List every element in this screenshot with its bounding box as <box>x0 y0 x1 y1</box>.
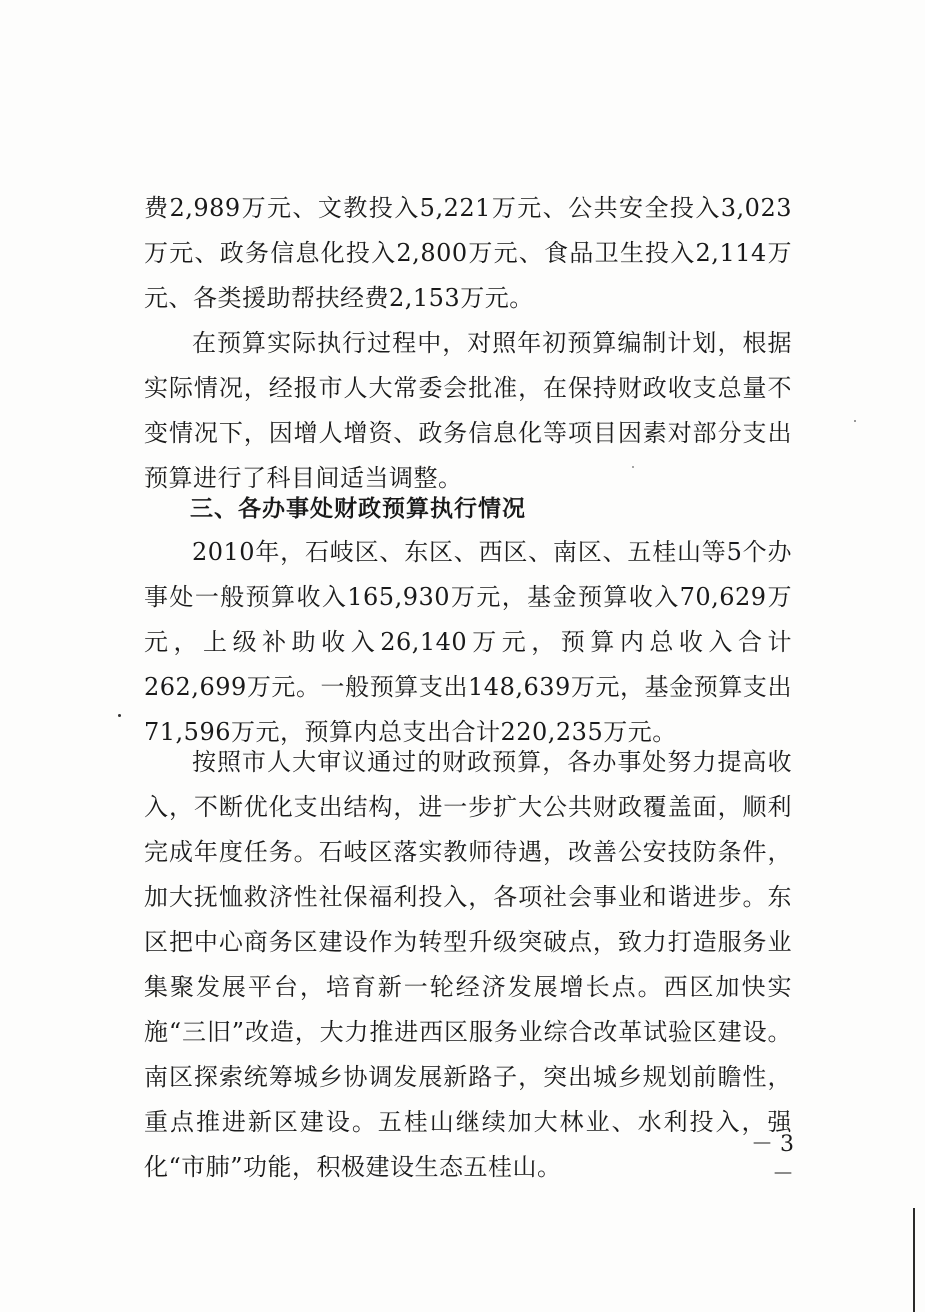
section-heading: 三、各办事处财政预算执行情况 <box>190 496 526 522</box>
scan-speck <box>854 420 856 422</box>
scan-edge-line <box>913 1208 915 1312</box>
scan-speck <box>118 714 121 717</box>
paragraph-office-revenue: 2010年，石岐区、东区、西区、南区、五桂山等5个办事处一般预算收入165,930万元，基金预算收入70,629万元，上级补助收入26,140万元，预算内总收入合计262,699万元。一般预算支出148,639万元，基金预算支出71,596万元，预算内总支出合计220,235万元。 <box>144 538 792 746</box>
paragraph-office-achievements: 按照市人大审议通过的财政预算，各办事处努力提高收入，不断优化支出结构，进一步扩大公共财政覆盖面，顺利完成年度任务。石岐区落实教师待遇，改善公安技防条件，加大抚恤救济性社保福利投入，各项社会事业和谐进步。东区把中心商务区建设作为转型升级突破点，致力打造服务业集聚发展平台，培育新一轮经济发展增长点。西区加快实施“三旧”改造，大力推进西区服务业综合改革试验区建设。南区探索统筹城乡协调发展新路子，突出城乡规划前瞻性，重点推进新区建设。五桂山继续加大林业、水利投入，强化“市肺”功能，积极建设生态五桂山。 <box>144 748 792 1181</box>
page-number: － 3 － <box>751 1132 794 1187</box>
paragraph-expenditure-items: 费2,989万元、文教投入5,221万元、公共安全投入3,023万元、政务信息化投入2,800万元、食品卫生投入2,114万元、各类援助帮扶经费2,153万元。 <box>144 194 792 312</box>
paragraph-budget-adjustment: 在预算实际执行过程中，对照年初预算编制计划，根据实际情况，经报市人大常委会批准，在保持财政收支总量不变情况下，因增人增资、政务信息化等项目因素对部分支出预算进行了科目间适当调整。 <box>144 329 792 492</box>
